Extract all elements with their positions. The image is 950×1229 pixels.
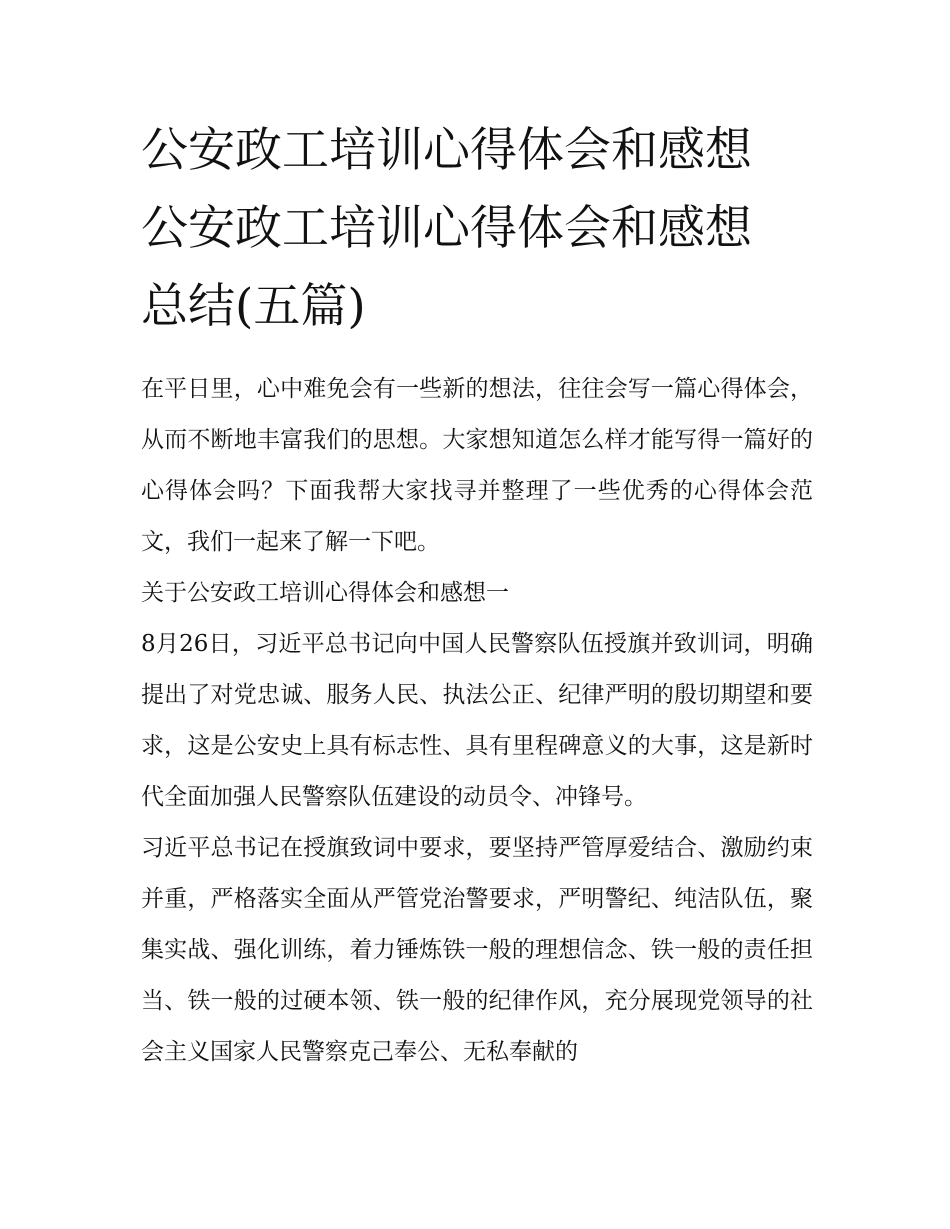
body-paragraph-1: 8月26日，习近平总书记向中国人民警察队伍授旗并致训词，明确提出了对党忠诚、服务人民、执法公正、纪律严明的殷切期望和要求，这是公安史上具有标志性、具有里程碑意义的大事，这是新时代全面加强人民警察队伍建设的动员令、冲锋号。 — [141, 631, 813, 810]
document-title — [141, 112, 813, 346]
title-line-2: 公安政工培训心得体会和感想 — [141, 201, 752, 256]
section-heading: 关于公安政工培训心得体会和感想一 — [141, 580, 509, 606]
intro-paragraph: 在平日里，心中难免会有一些新的想法，往往会写一篇心得体会，从而不断地丰富我们的思想。大家想知道怎么样才能写得一篇好的心得体会吗？下面我帮大家找寻并整理了一些优秀的心得体会范文，我们一起来了解一下吧。 — [141, 376, 813, 555]
document-body — [141, 112, 813, 1078]
title-line-1: 公安政工培训心得体会和感想 — [141, 123, 752, 178]
body-paragraph-2: 习近平总书记在授旗致词中要求，要坚持严管厚爱结合、激励约束并重，严格落实全面从严管党治警要求，严明警纪、纯洁队伍，聚集实战、强化训练，着力锤炼铁一般的理想信念、铁一般的责任担当、铁一般的过硬本领、铁一般的纪律作风，充分展现党领导的社会主义国家人民警察克己奉公、无私奉献的 — [141, 835, 813, 1065]
title-line-3: 总结(五篇) — [141, 279, 366, 334]
